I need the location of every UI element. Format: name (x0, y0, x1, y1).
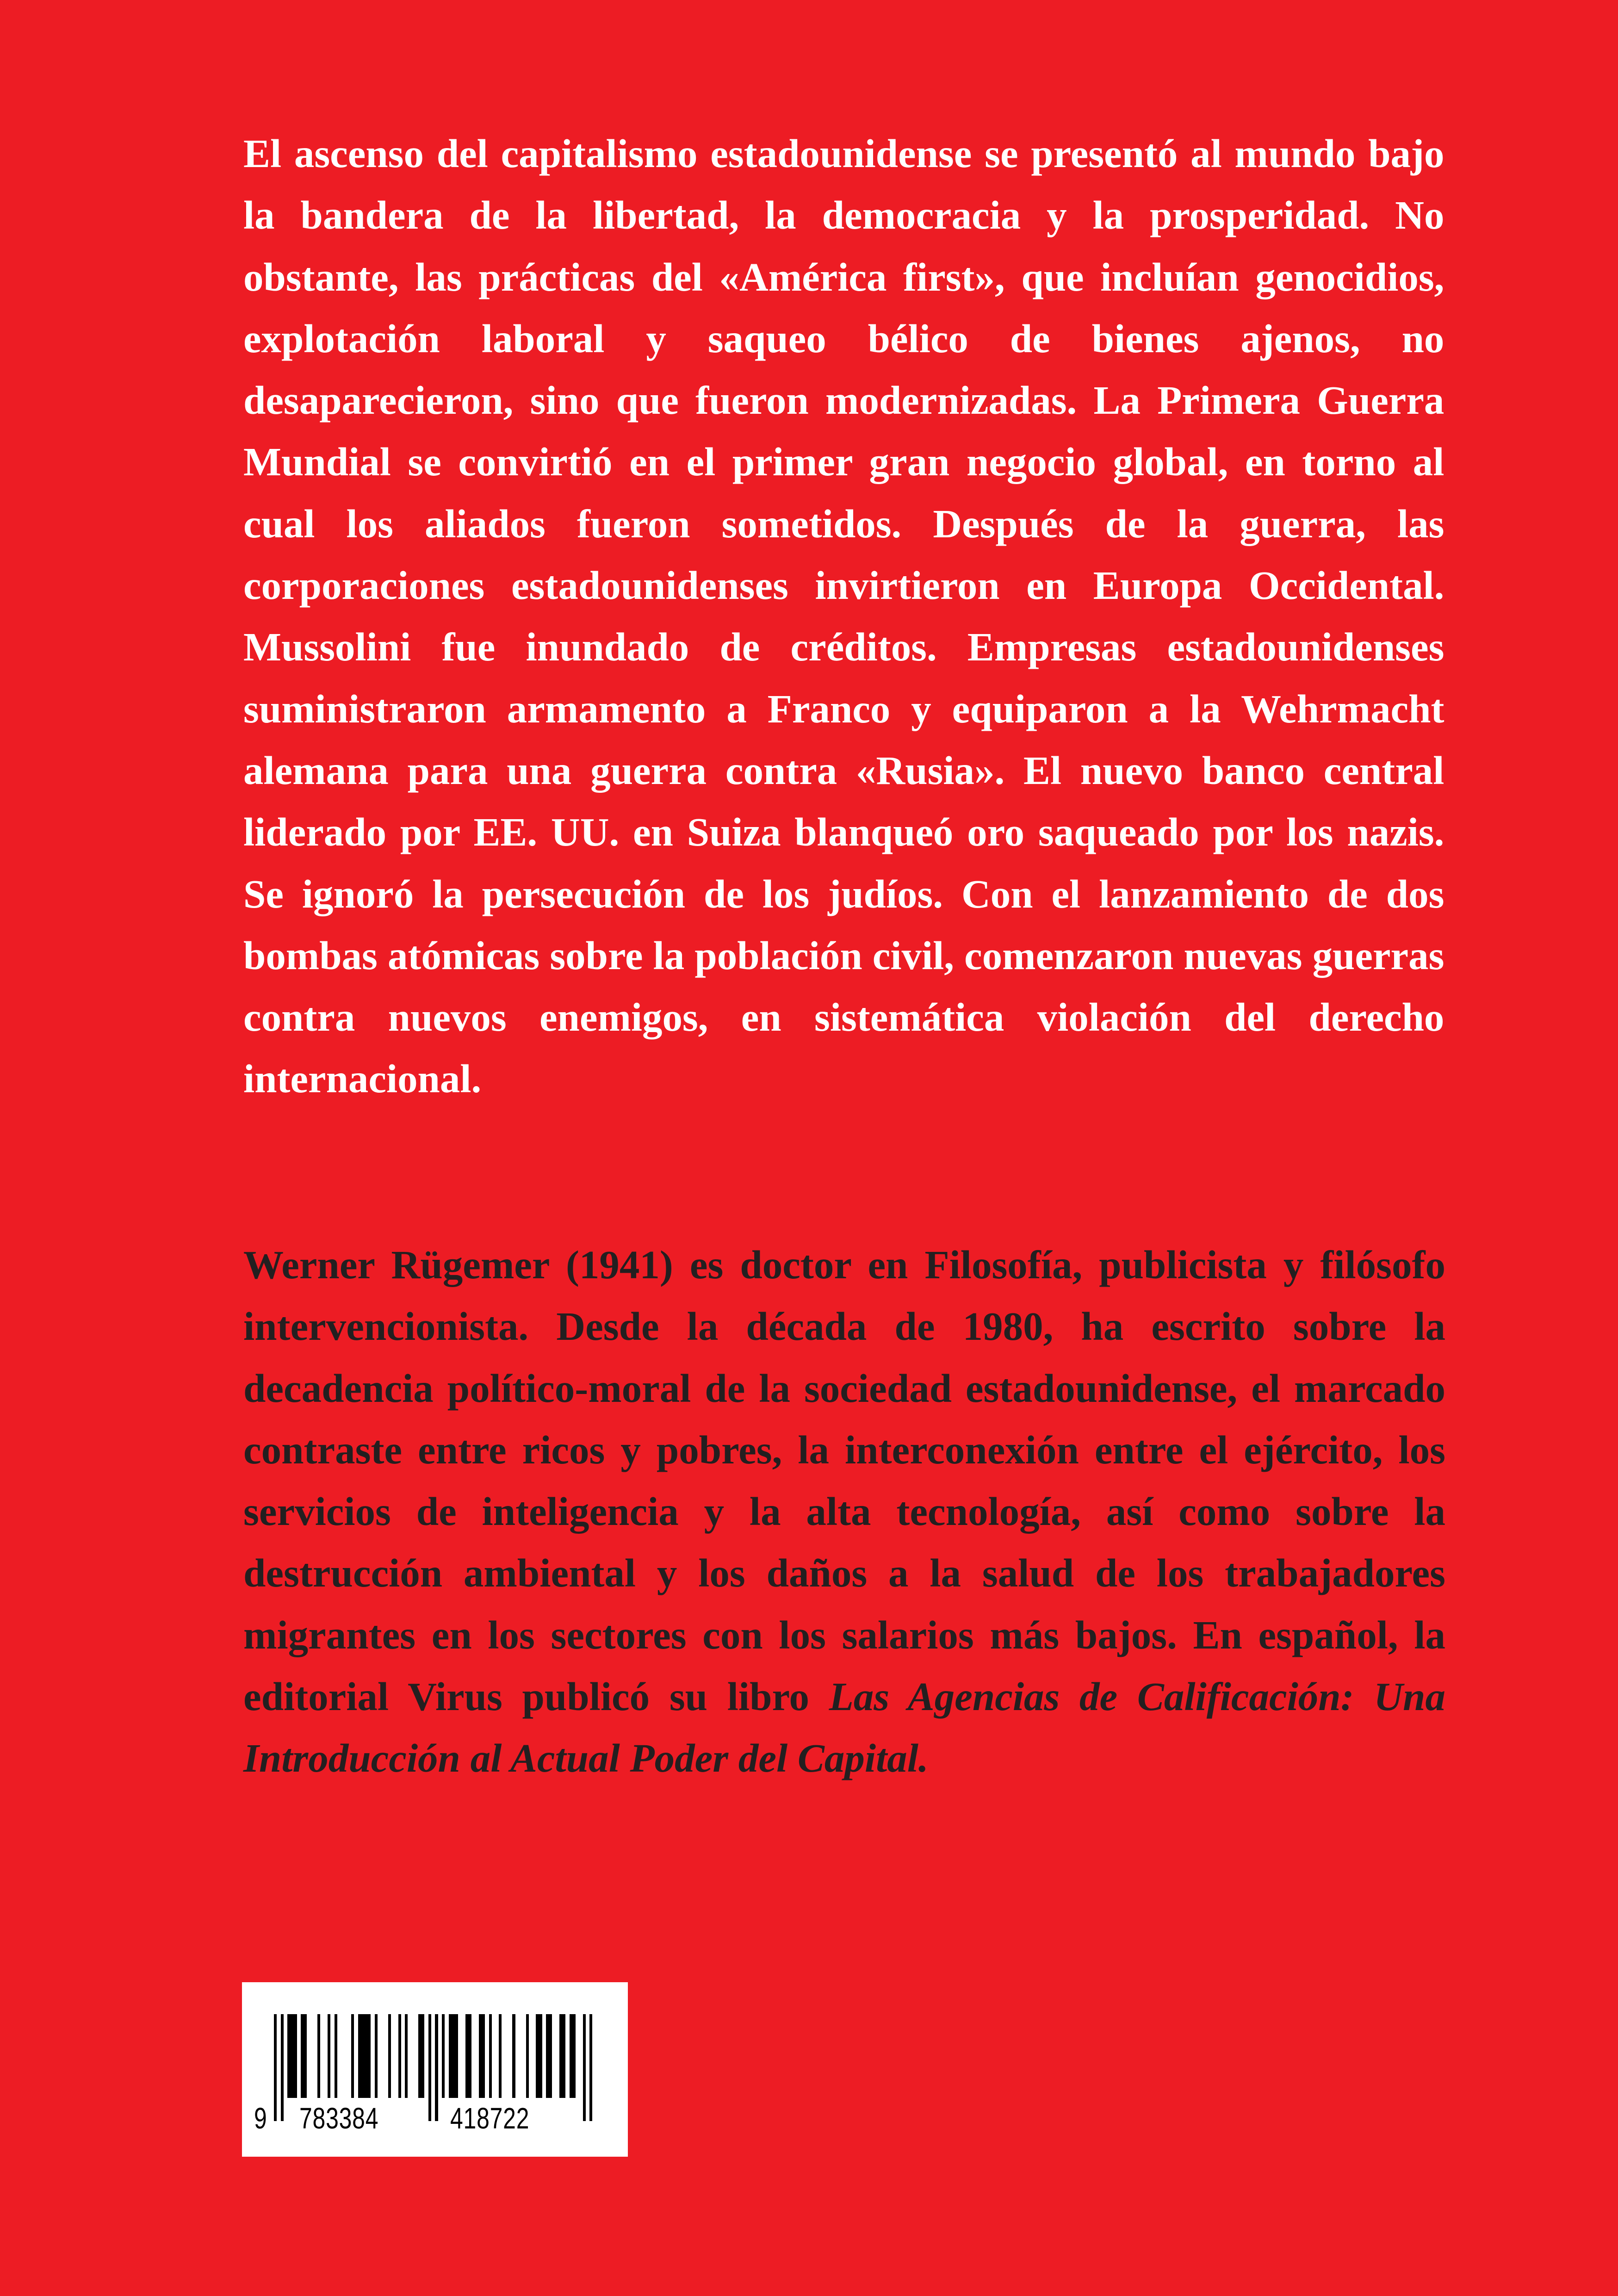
barcode-bar (351, 2014, 354, 2098)
barcode-guard-bar (583, 2014, 586, 2121)
barcode-bar (358, 2014, 371, 2098)
barcode-bar (287, 2014, 297, 2098)
barcode-bar (499, 2014, 502, 2098)
barcode-first-digit: 9 (254, 2102, 267, 2135)
author-bio-paragraph (243, 1234, 1445, 1789)
barcode-bar (449, 2014, 459, 2098)
barcode-guard-bar (589, 2014, 592, 2121)
barcode-guard-bar (435, 2014, 438, 2121)
barcode-bar (335, 2014, 337, 2098)
barcode-bar (301, 2014, 307, 2098)
barcode-bar (526, 2014, 529, 2098)
barcode-bar (317, 2014, 320, 2098)
barcode-bar (328, 2014, 330, 2098)
barcode-bar (465, 2014, 471, 2098)
barcode-guard-bar (281, 2014, 284, 2121)
author-bio-text: Werner Rügemer (1941) es doctor en Filosofía, publicista y filósofo intervencionista. Desde la década de 1980, ha escrito sobre la decadencia político-moral de la sociedad estadounidense, el marcado contraste entre ricos y pobres, la interconexión entre el ejército, los servicios de inteligencia y la alta tecnología, así como sobre la destrucción ambiental y los daños a la salud de los trabajadores migrantes en los sectores con los salarios más bajos. En español, la editorial Virus publicó su libro (243, 1242, 1445, 1719)
barcode-bar (405, 2014, 408, 2098)
barcode-bar (418, 2014, 424, 2098)
barcode-guard-bar (428, 2014, 431, 2121)
barcode-right-digits: 418722 (450, 2102, 530, 2135)
barcode-bar (536, 2014, 542, 2098)
barcode-left-digits: 783384 (299, 2102, 379, 2135)
barcode-bar (479, 2014, 485, 2098)
barcode-bar (398, 2014, 401, 2098)
barcode-bar (489, 2014, 492, 2098)
barcode-bar (559, 2014, 565, 2098)
barcode-bar (512, 2014, 515, 2098)
book-title: Las Agencias de Calificación: Una Introducción al Actual Poder del Capital. (243, 1674, 1445, 1781)
barcode-bar (570, 2014, 576, 2098)
isbn-barcode (242, 1982, 628, 2157)
barcode-guard-bar (274, 2014, 277, 2121)
barcode-bar (388, 2014, 391, 2098)
barcode-bar (546, 2014, 552, 2098)
blurb-paragraph: El ascenso del capitalismo estadounidense se presentó al mundo bajo la bandera de la libertad, la democracia y la prosperidad. No obstante, las prácticas del «América first», que incluían genocidios, explotación laboral y saqueo bélico de bienes ajenos, no desaparecieron, sino que fueron modernizadas. La Primera Guerra Mundial se convirtió en el primer gran negocio global, en torno al cual los aliados fueron sometidos. Después de la guerra, las corporaciones estadounidenses invirtieron en Europa Occidental. Mussolini fue inundado de créditos. Empresas estadounidenses suministraron armamento a Franco y equiparon a la Wehrmacht alemana para una guerra contra «Rusia». El nuevo banco central liderado por EE. UU. en Suiza blanqueó oro saqueado por los nazis. Se ignoró la persecución de los judíos. Con el lanzamiento de dos bombas atómicas sobre la población civil, comenzaron nuevas guerras contra nuevos enemigos, en sistemática violación del derecho internacional. (243, 131, 1444, 1101)
barcode-bar (442, 2014, 445, 2098)
barcode-bar (375, 2014, 378, 2098)
